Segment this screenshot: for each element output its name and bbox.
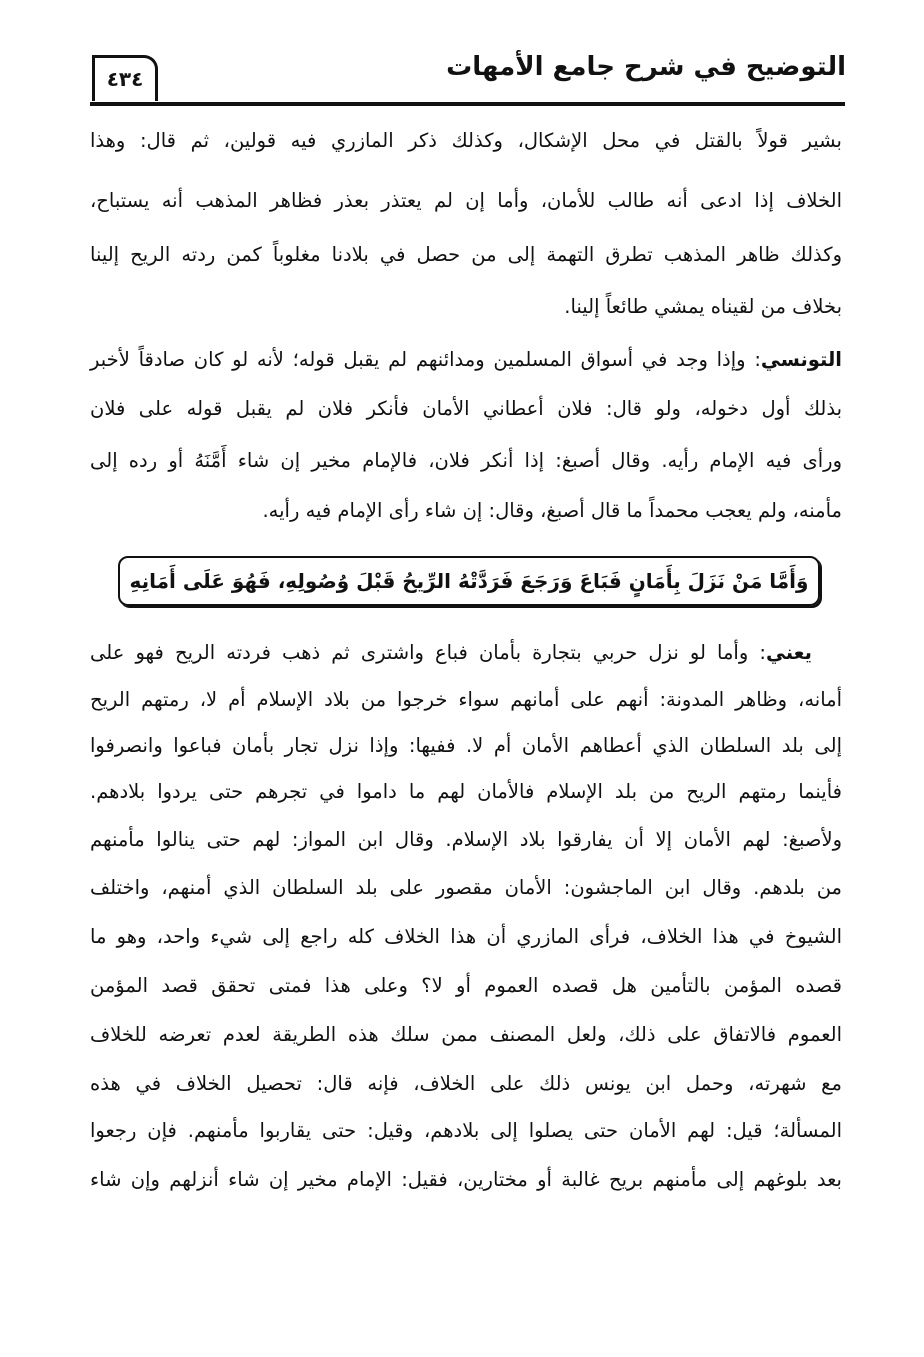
page-number: ٤٣٤ — [92, 55, 158, 101]
text-line: من بلدهم. وقال ابن الماجشون: الأمان مقصور على بلد السلطان الذي أمنهم، واختلف — [90, 876, 842, 899]
text-line: الخلاف إذا ادعى أنه طالب للأمان، وأما إن لم يعتذر بعذر فظاهر المذهب أنه يستباح، — [90, 189, 842, 212]
text-line: الشيوخ في هذا الخلاف، فرأى المازري أن هذا الخلاف كله راجع إلى شيء واحد، وهو ما — [90, 925, 842, 948]
speaker-label: التونسي — [760, 348, 842, 371]
text-line: قصده المؤمن بالتأمين هل قصده العموم أو لا؟ وعلى هذا فمتى تحقق قصد المؤمن — [90, 974, 842, 997]
text-line: إلى بلد السلطان الذي أعطاهم الأمان أم لا. ففيها: وإذا نزل تجار بأمان فباعوا وانصرفوا — [90, 734, 842, 757]
text-line: العموم فالاتفاق على ذلك، ولعل المصنف ممن سلك هذه الطريقة لعدم تعرضه للخلاف — [90, 1023, 842, 1046]
text-line: ورأى فيه الإمام رأيه. وقال أصبغ: إذا أنكر فلان، فالإمام مخير إن شاء أَمَّنَهُ أو رده إلى — [90, 449, 842, 472]
header-rule — [90, 102, 845, 106]
text-line: المسألة؛ قيل: لهم الأمان حتى يصلوا إلى بلادهم، وقيل: حتى يقاربوا مأمنهم. فإن رجعوا — [90, 1119, 842, 1142]
text-span: : وإذا وجد في أسواق المسلمين ومدائنهم لم يقبل قوله؛ لأنه لو كان صادقاً لأخبر — [90, 348, 761, 371]
text-line: بعد بلوغهم إلى مأمنهم بريح غالبة أو مختارين، فقيل: الإمام مخير إن شاء أنزلهم وإن شاء — [90, 1168, 842, 1191]
text-line: فأينما رمتهم الريح من بلد الإسلام فالأمان لهم ما داموا في تجرهم حتى يردوا بلادهم. — [90, 780, 842, 803]
text-line: مع شهرته، وحمل ابن يونس ذلك على الخلاف، فإنه قال: تحصيل الخلاف في هذه — [90, 1072, 842, 1095]
text-line: بخلاف من لقيناه يمشي طائعاً إلينا. — [564, 295, 842, 318]
text-line: ولأصبغ: لهم الأمان إلا أن يفارقوا بلاد الإسلام. وقال ابن المواز: لهم حتى ينالوا مأمنهم — [90, 828, 842, 851]
book-title: التوضيح في شرح جامع الأمهات — [446, 52, 846, 82]
text-line: وكذلك ظاهر المذهب تطرق التهمة إلى من حصل في بلادنا مغلوباً كمن ردته الريح إلينا — [90, 243, 842, 266]
text-line: مأمنه، ولم يعجب محمداً ما قال أصبغ، وقال: إن شاء رأى الإمام فيه رأيه. — [262, 499, 842, 522]
text-line: بذلك أول دخوله، ولو قال: فلان أعطاني الأمان فأنكر فلان لم يقبل قوله على فلان — [90, 397, 842, 420]
text-line: أمانه، وظاهر المدونة: أنهم على أمانهم سواء خرجوا من بلاد الإسلام أم لا، رمتهم الريح — [90, 688, 842, 711]
text-line: بشير قولاً بالقتل في محل الإشكال، وكذلك ذكر المازري فيه قولين، ثم قال: وهذا — [90, 129, 842, 152]
text-span: : وأما لو نزل حربي بتجارة بأمان فباع واشترى ثم ذهب فردته الريح فهو على — [90, 641, 766, 664]
speaker-label: يعني — [765, 641, 812, 664]
text-line — [90, 638, 812, 668]
matn-quote-box: وَأَمَّا مَنْ نَزَلَ بِأَمَانٍ فَبَاعَ وَرَجَعَ فَرَدَّتْهُ الرِّيحُ قَبْلَ وُصُولِهِ، فَهُوَ عَلَى أَمَانِهِ — [118, 556, 820, 606]
text-line — [90, 345, 842, 375]
